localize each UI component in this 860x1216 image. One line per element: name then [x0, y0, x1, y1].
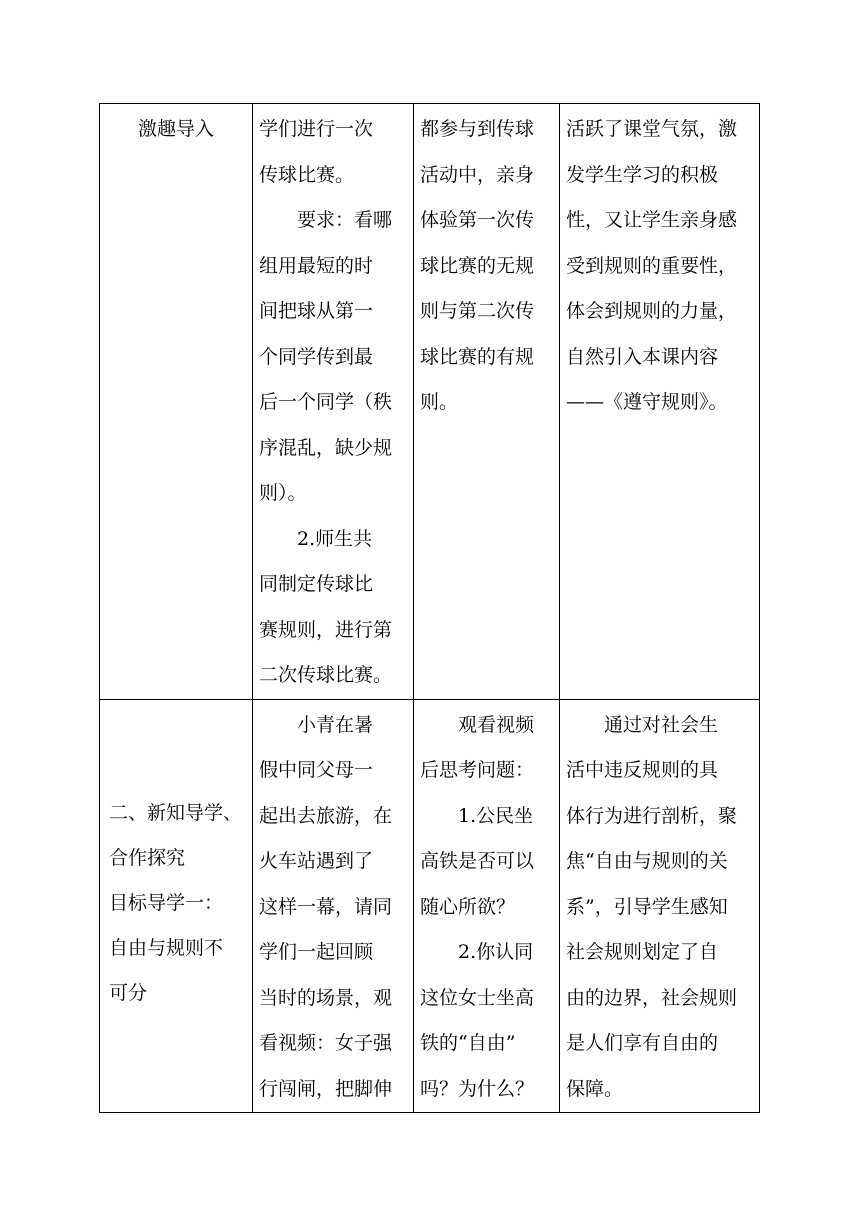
- text-line: 则与第二次传: [420, 300, 535, 322]
- text-line: 由的边界，社会规则: [566, 986, 738, 1009]
- paragraph: [259, 107, 407, 198]
- text-line: 球比赛的有规: [420, 345, 535, 368]
- text-line: 通过对社会生: [604, 713, 719, 736]
- teacher-activity-cell: [253, 104, 414, 700]
- paragraph: [420, 794, 553, 931]
- stage-cell: [100, 699, 253, 1113]
- text-line: 目标导学一：: [109, 891, 224, 914]
- text-line: 观看视频: [458, 713, 535, 736]
- design-intent-text: [560, 700, 759, 1113]
- design-intent-cell: [560, 104, 760, 700]
- paragraph: [420, 930, 553, 1112]
- text-line: 个同学传到最: [259, 345, 374, 368]
- text-line: 随心所欲？: [420, 895, 516, 918]
- stage-text: [100, 700, 252, 1016]
- student-activity-cell: [414, 104, 560, 700]
- paragraph: [420, 107, 553, 426]
- paragraph: [566, 107, 753, 426]
- design-intent-cell: [560, 699, 760, 1113]
- text-line: 这位女士坐高: [420, 986, 535, 1009]
- text-line: 行闯闸，把脚伸: [259, 1077, 393, 1100]
- text-line: 自然引入本课内容: [566, 345, 719, 368]
- text-line: 火车站遇到了: [259, 850, 374, 872]
- text-line: 铁的“自由”: [420, 1032, 516, 1054]
- text-line: 系”，引导学生感知: [566, 895, 728, 918]
- text-line: 假中同父母一: [259, 759, 374, 781]
- paragraph: [259, 703, 407, 1113]
- stage-cell: [100, 104, 253, 700]
- text-line: 二、新知导学、: [109, 801, 243, 824]
- text-line: 组用最短的时: [259, 254, 374, 277]
- text-line: 高铁是否可以: [420, 850, 535, 872]
- student-activity-text: [414, 104, 559, 426]
- text-line: 同制定传球比: [259, 573, 374, 595]
- text-line: 传球比赛。: [259, 163, 355, 186]
- text-line: 2.你认同: [458, 941, 534, 963]
- text-line: 吗？为什么？: [420, 1077, 535, 1100]
- teacher-activity-cell: [253, 699, 414, 1113]
- text-line: 都参与到传球: [420, 118, 535, 140]
- design-intent-text: [560, 104, 759, 426]
- text-line: 看视频：女子强: [259, 1032, 393, 1054]
- teacher-activity-text: [253, 104, 413, 699]
- text-line: 激趣导入: [137, 118, 214, 140]
- teacher-activity-text: [253, 700, 413, 1113]
- text-line: 活动中，亲身: [420, 163, 535, 186]
- text-line: 可分: [109, 981, 148, 1004]
- text-line: 小青在暑: [297, 713, 374, 736]
- lesson-plan-table: [99, 103, 760, 1113]
- text-line: 活跃了课堂气氛，激: [566, 118, 738, 140]
- text-line: 间把球从第一: [259, 300, 374, 322]
- text-line: 二次传球比赛。: [259, 664, 393, 686]
- paragraph: [259, 517, 407, 699]
- text-line: 学们进行一次: [259, 118, 374, 140]
- stage-text: [100, 104, 252, 153]
- text-line: 1.公民坐: [458, 804, 534, 827]
- paragraph: [420, 703, 553, 794]
- paragraph: [259, 198, 407, 517]
- text-line: ——《遵守规则》。: [566, 391, 728, 413]
- text-line: 当时的场景，观: [259, 986, 393, 1009]
- text-line: 是人们享有自由的: [566, 1032, 719, 1054]
- text-line: 学们一起回顾: [259, 941, 374, 963]
- text-line: 性，又让学生亲身感: [566, 209, 738, 231]
- text-line: 受到规则的重要性，: [566, 254, 738, 277]
- text-line: 自由与规则不: [109, 936, 224, 959]
- text-line: 活中违反规则的具: [566, 759, 719, 781]
- text-line: 序混乱，缺少规: [259, 436, 393, 459]
- text-line: 体会到规则的力量，: [566, 300, 738, 322]
- text-line: 赛规则，进行第: [259, 618, 393, 641]
- text-line: 则。: [420, 391, 459, 413]
- table-row: [100, 104, 760, 700]
- paragraph: [566, 703, 753, 1113]
- text-line: 球比赛的无规: [420, 254, 535, 277]
- student-activity-cell: [414, 699, 560, 1113]
- text-line: 后一个同学（秩: [259, 391, 393, 413]
- text-line: 发学生学习的积极: [566, 163, 719, 186]
- text-line: 起出去旅游，在: [259, 804, 393, 827]
- text-line: 保障。: [566, 1077, 624, 1100]
- text-line: 社会规则划定了自: [566, 941, 719, 963]
- text-line: 合作探究: [109, 846, 186, 869]
- text-line: 则）。: [259, 482, 307, 504]
- text-line: 焦“自由与规则的关: [566, 850, 728, 872]
- text-line: 这样一幕，请同: [259, 895, 393, 918]
- text-line: 2.师生共: [297, 527, 373, 550]
- text-line: 体行为进行剖析，聚: [566, 804, 738, 827]
- table-row: [100, 699, 760, 1113]
- text-line: 体验第一次传: [420, 209, 535, 231]
- text-line: 要求：看哪: [297, 209, 393, 231]
- student-activity-text: [414, 700, 559, 1113]
- text-line: 后思考问题：: [420, 759, 535, 781]
